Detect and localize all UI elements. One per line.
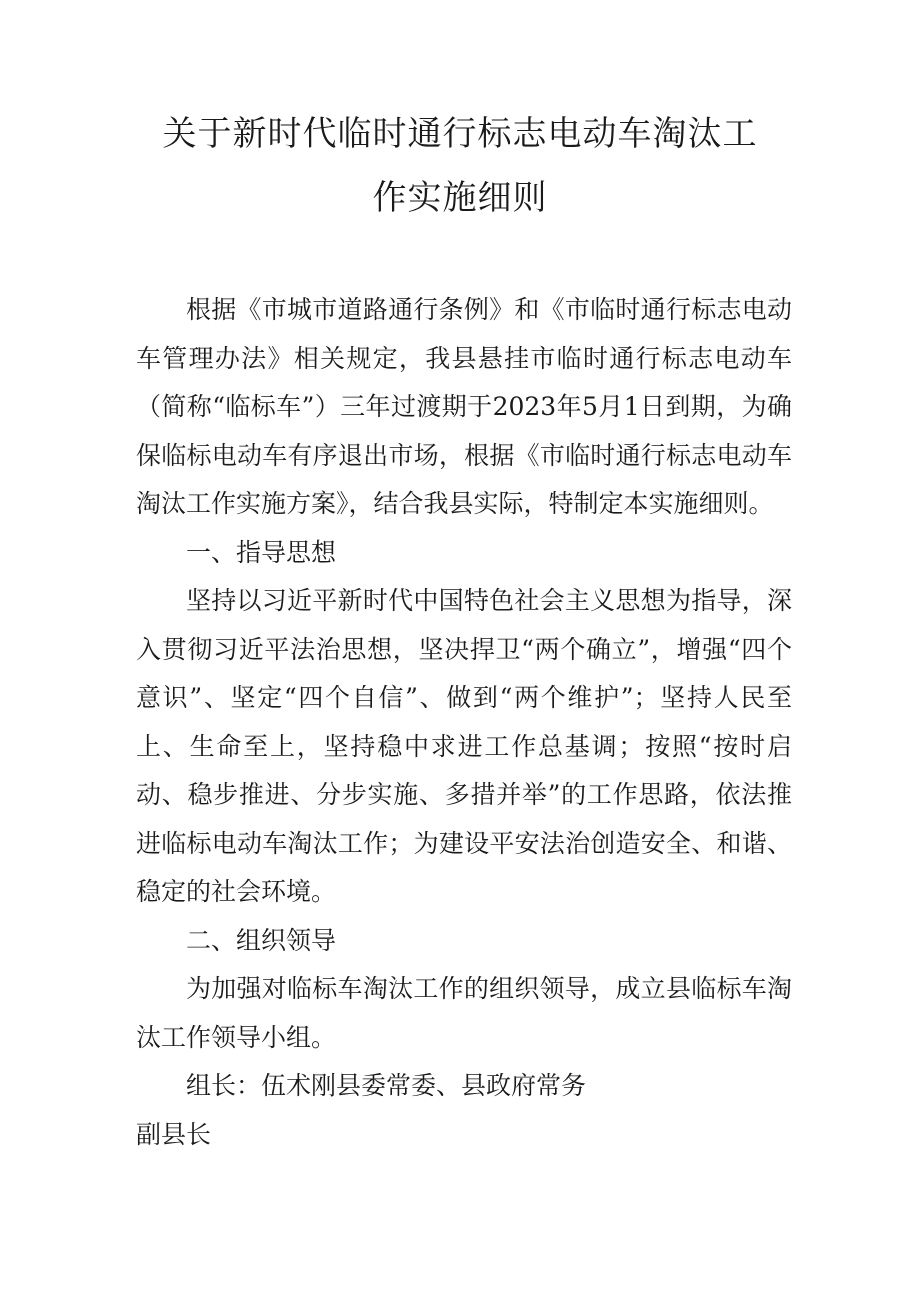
section-heading-guiding-thought: 一、指导思想 [186, 537, 337, 567]
document-title-line-2: 作实施细则 [372, 178, 548, 218]
organization-paragraph: 为加强对临标车淘汰工作的组织领导，成立县临标车淘汰工作领导小组。 [136, 974, 792, 1052]
guiding-thought-paragraph: 坚持以习近平新时代中国特色社会主义思想为指导，深入贯彻习近平法治思想，坚决捍卫“两个确立”，增强“四个意识”、坚定“四个自信”、做到“两个维护”；坚持人民至上、生命至上，坚持稳中求进工作总基调；按照“按时启动、稳步推进、分步实施、多措并举”的工作思路，依法推进临标电动车淘汰工作；为建设平安法治创造安全、和谐、稳定的社会环境。 [136, 586, 792, 906]
intro-paragraph: 根据《市城市道路通行条例》和《市临时通行标志电动车管理办法》相关规定，我县悬挂市临时通行标志电动车（简称“临标车”）三年过渡期于2023年5月1日到期，为确保临标电动车有序退出市场，根据《市临时通行标志电动车淘汰工作实施方案》，结合我县实际，特制定本实施细则。 [136, 295, 792, 518]
group-leader-title: 副县长 [136, 1119, 212, 1149]
group-leader-line: 组长：伍术刚县委常委、县政府常务 [186, 1071, 587, 1100]
section-heading-organization: 二、组织领导 [186, 925, 337, 955]
document-title-line-1: 关于新时代临时通行标志电动车淘汰工 [162, 114, 758, 154]
document-body [136, 286, 792, 1159]
